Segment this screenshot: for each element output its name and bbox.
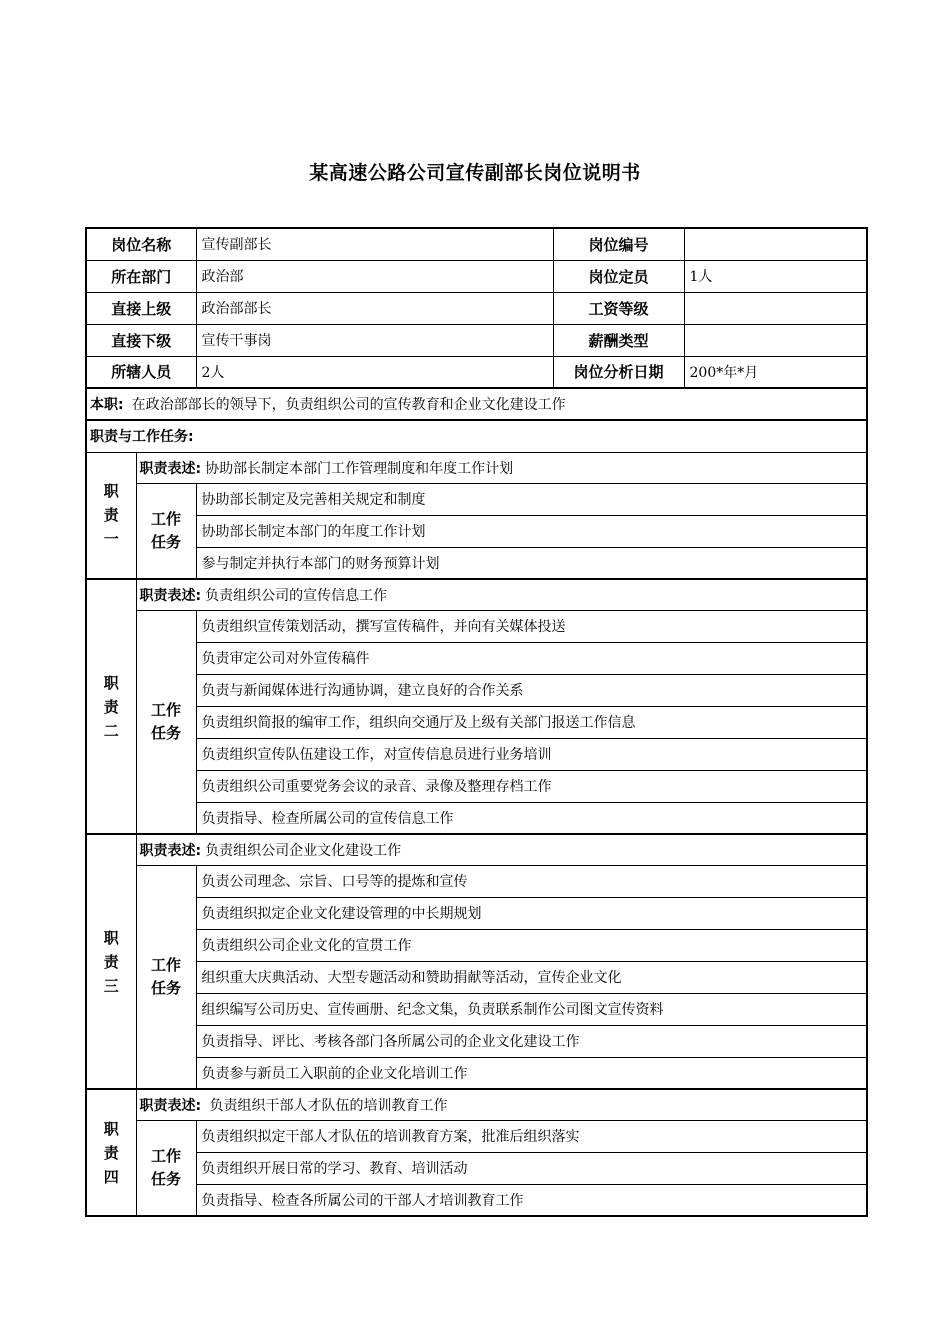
field-value: 1人 <box>684 260 867 292</box>
header-row <box>86 324 867 356</box>
duty-name-char: 四 <box>103 1167 119 1186</box>
task-item: 负责参与新员工入职前的企业文化培训工作 <box>196 1057 867 1089</box>
duty-name-char: 责 <box>103 506 119 525</box>
duty-description-cell <box>136 452 867 483</box>
task-row <box>86 642 867 674</box>
task-item: 协助部长制定本部门的年度工作计划 <box>196 515 867 547</box>
task-item: 负责指导、检查所属公司的宣传信息工作 <box>196 802 867 834</box>
field-value: 2人 <box>196 356 553 388</box>
main-duty-cell <box>86 388 867 420</box>
task-item: 负责组织公司重要党务会议的录音、录像及整理存档工作 <box>196 770 867 802</box>
task-row <box>86 1057 867 1089</box>
task-row <box>86 1184 867 1216</box>
task-item: 负责与新闻媒体进行沟通协调，建立良好的合作关系 <box>196 674 867 706</box>
header-row <box>86 292 867 324</box>
field-value: 宣传干事岗 <box>196 324 553 356</box>
task-item: 协助部长制定及完善相关规定和制度 <box>196 483 867 515</box>
task-item: 组织编写公司历史、宣传画册、纪念文集，负责联系制作公司图文宣传资料 <box>196 993 867 1025</box>
duty-name <box>86 579 136 834</box>
work-task-label-line: 工作 <box>151 955 182 974</box>
duty-description-text: 负责组织公司的宣传信息工作 <box>205 587 388 604</box>
task-row <box>86 770 867 802</box>
main-duty-row <box>86 388 867 420</box>
duty-name-char: 职 <box>103 1119 119 1138</box>
task-row <box>86 738 867 770</box>
work-task-label-line: 工作 <box>151 1146 182 1165</box>
work-task-label-line: 任务 <box>151 978 182 997</box>
task-row <box>86 961 867 993</box>
header-row <box>86 260 867 292</box>
field-label: 岗位编号 <box>553 228 684 260</box>
task-item: 负责组织拟定干部人才队伍的培训教育方案，批准后组织落实 <box>196 1120 867 1152</box>
field-value <box>684 324 867 356</box>
work-task-label-line: 工作 <box>151 700 182 719</box>
duty-description-cell <box>136 1089 867 1120</box>
task-row <box>86 1120 867 1152</box>
duty-name <box>86 452 136 579</box>
task-item: 负责组织宣传策划活动，撰写宣传稿件，并向有关媒体投送 <box>196 610 867 642</box>
task-row <box>86 1025 867 1057</box>
description-label: 职责表述: <box>139 842 202 859</box>
field-label: 薪酬类型 <box>553 324 684 356</box>
duty-description-text: 协助部长制定本部门工作管理制度和年度工作计划 <box>205 460 514 477</box>
duty-name-char: 二 <box>103 721 119 740</box>
work-task-label <box>136 610 196 834</box>
task-row <box>86 610 867 642</box>
main-duty-text: 在政治部部长的领导下，负责组织公司的宣传教育和企业文化建设工作 <box>131 397 566 413</box>
duty-description-text: 负责组织公司企业文化建设工作 <box>205 842 402 859</box>
task-row <box>86 515 867 547</box>
description-label: 职责表述: <box>139 460 202 477</box>
task-item: 负责组织开展日常的学习、教育、培训活动 <box>196 1152 867 1184</box>
task-row <box>86 706 867 738</box>
field-value: 政治部 <box>196 260 553 292</box>
field-label: 岗位定员 <box>553 260 684 292</box>
duty-name-char: 责 <box>103 697 119 716</box>
task-item: 负责组织宣传队伍建设工作，对宣传信息员进行业务培训 <box>196 738 867 770</box>
field-label: 工资等级 <box>553 292 684 324</box>
field-label: 所辖人员 <box>86 356 196 388</box>
task-row <box>86 929 867 961</box>
task-row <box>86 802 867 834</box>
work-task-label-line: 任务 <box>151 1169 182 1188</box>
field-value: 宣传副部长 <box>196 228 553 260</box>
field-value <box>684 228 867 260</box>
duty-name-char: 职 <box>103 928 119 947</box>
duty-description-row <box>86 579 867 610</box>
field-label: 直接上级 <box>86 292 196 324</box>
duty-name-char: 职 <box>103 482 119 501</box>
field-value: 200*年*月 <box>684 356 867 388</box>
duties-header: 职责与工作任务: <box>86 420 867 452</box>
work-task-label-line: 工作 <box>151 509 182 528</box>
work-task-label <box>136 483 196 579</box>
header-row <box>86 356 867 388</box>
document-title: 某高速公路公司宣传副部长岗位说明书 <box>309 162 641 184</box>
task-row <box>86 547 867 579</box>
work-task-label-line: 任务 <box>151 723 182 742</box>
task-item: 负责指导、检查各所属公司的干部人才培训教育工作 <box>196 1184 867 1216</box>
task-item: 负责指导、评比、考核各部门各所属公司的企业文化建设工作 <box>196 1025 867 1057</box>
duty-name <box>86 1089 136 1216</box>
work-task-label <box>136 865 196 1089</box>
task-row <box>86 993 867 1025</box>
duty-description-row <box>86 834 867 865</box>
field-label: 直接下级 <box>86 324 196 356</box>
work-task-label-line: 任务 <box>151 532 182 551</box>
description-label: 职责表述: <box>139 587 202 604</box>
task-item: 负责组织简报的编审工作，组织向交通厅及上级有关部门报送工作信息 <box>196 706 867 738</box>
task-row <box>86 1152 867 1184</box>
duty-name-char: 一 <box>103 530 119 549</box>
main-duty-label: 本职: <box>90 397 124 413</box>
duty-name-char: 责 <box>103 1143 119 1162</box>
task-row <box>86 674 867 706</box>
job-description-table <box>85 227 868 1217</box>
field-value <box>684 292 867 324</box>
task-item: 参与制定并执行本部门的财务预算计划 <box>196 547 867 579</box>
field-value: 政治部部长 <box>196 292 553 324</box>
task-item: 负责组织拟定企业文化建设管理的中长期规划 <box>196 897 867 929</box>
task-row <box>86 897 867 929</box>
task-item: 负责公司理念、宗旨、口号等的提炼和宣传 <box>196 865 867 897</box>
task-row <box>86 483 867 515</box>
duty-description-row <box>86 1089 867 1120</box>
field-label: 所在部门 <box>86 260 196 292</box>
task-item: 负责组织公司企业文化的宣贯工作 <box>196 929 867 961</box>
header-row <box>86 228 867 260</box>
duties-header-row <box>86 420 867 452</box>
duty-description-row <box>86 452 867 483</box>
duty-description-text: 负责组织干部人才队伍的培训教育工作 <box>205 1097 448 1114</box>
task-item: 组织重大庆典活动、大型专题活动和赞助捐献等活动，宣传企业文化 <box>196 961 867 993</box>
description-label: 职责表述: <box>139 1097 202 1114</box>
work-task-label <box>136 1120 196 1216</box>
task-row <box>86 865 867 897</box>
duty-name <box>86 834 136 1089</box>
duty-name-char: 三 <box>103 976 119 995</box>
field-label: 岗位名称 <box>86 228 196 260</box>
duty-description-cell <box>136 834 867 865</box>
field-label: 岗位分析日期 <box>553 356 684 388</box>
duty-name-char: 责 <box>103 952 119 971</box>
task-item: 负责审定公司对外宣传稿件 <box>196 642 867 674</box>
duty-description-cell <box>136 579 867 610</box>
duty-name-char: 职 <box>103 673 119 692</box>
